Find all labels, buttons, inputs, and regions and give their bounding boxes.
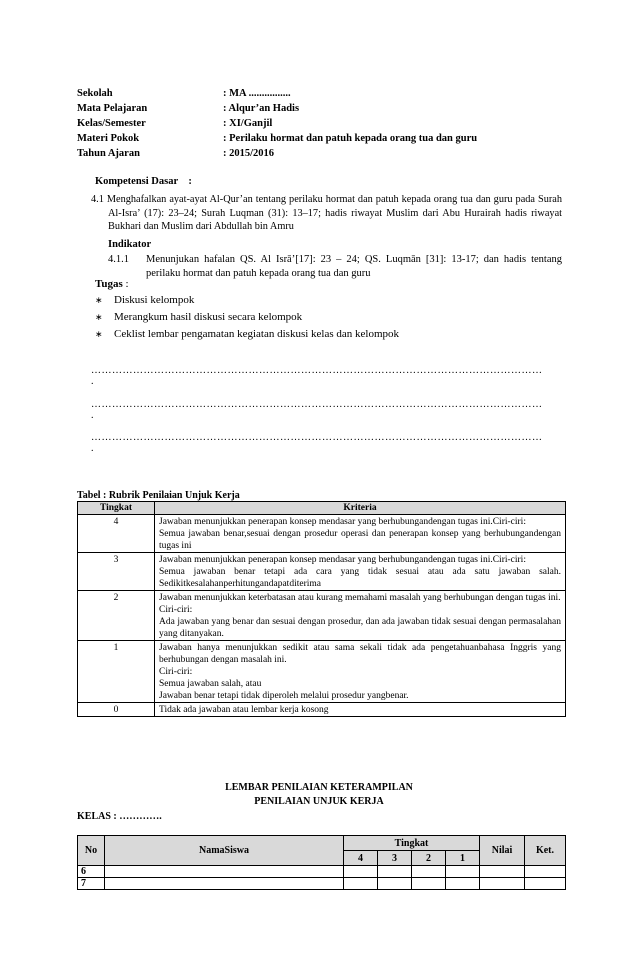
- tugas-section: [95, 278, 399, 343]
- bullet-icon: ∗: [95, 312, 103, 322]
- info-row-materi: [77, 131, 477, 146]
- criteria-line: Ada jawaban yang benar dan sesuai dengan prosedur, dan ada jawaban tidak sesuai dengan permasalahan yang ditanyakan.: [159, 617, 561, 639]
- list-item: [95, 292, 399, 309]
- tugas-heading: [95, 278, 399, 290]
- rubrik-criteria: [155, 641, 566, 703]
- bullet-icon: ∗: [95, 329, 103, 339]
- lembar-title: LEMBAR PENILAIAN KETERAMPILAN: [225, 782, 413, 793]
- level-cell[interactable]: [344, 866, 378, 878]
- answer-line-end: .: [91, 443, 94, 454]
- tugas-colon: :: [122, 278, 129, 290]
- info-label: Sekolah: [77, 88, 113, 99]
- answer-line-end: .: [91, 376, 94, 387]
- info-row-tahun: [77, 146, 477, 161]
- list-item: [95, 326, 399, 343]
- level-cell[interactable]: [378, 878, 412, 890]
- rubrik-table: [77, 501, 566, 717]
- level-cell[interactable]: [412, 878, 446, 890]
- criteria-line: Jawaban menunjukkan penerapan konsep mendasar yang berhubungandengan tugas ini.Ciri-ciri:: [159, 555, 526, 565]
- list-item: [95, 309, 399, 326]
- bullet-icon: ∗: [95, 295, 103, 305]
- info-label: Materi Pokok: [77, 133, 140, 144]
- column-header-tingkat: Tingkat: [344, 836, 480, 851]
- criteria-line: Semua jawaban salah, atau: [159, 679, 262, 689]
- row-number: 7: [78, 878, 105, 890]
- nilai-cell[interactable]: [480, 878, 525, 890]
- column-header-no: No: [78, 836, 105, 866]
- nilai-table: [77, 835, 566, 890]
- level-cell[interactable]: [378, 866, 412, 878]
- column-header-tingkat: Tingkat: [78, 502, 155, 515]
- column-header-kriteria: Kriteria: [155, 502, 566, 515]
- ket-cell[interactable]: [525, 878, 566, 890]
- info-value: : XI/Ganjil: [223, 118, 273, 129]
- info-row-mapel: [77, 101, 477, 116]
- lesson-info: [77, 86, 477, 161]
- ket-cell[interactable]: [525, 866, 566, 878]
- indikator-number: 4.1.1: [108, 254, 129, 265]
- nama-cell[interactable]: [105, 878, 344, 890]
- kompetensi-title: Kompetensi Dasar :: [95, 176, 192, 187]
- kelas-label: KELAS : ………….: [77, 811, 162, 822]
- indikator-body: Menunjukan hafalan QS. Al Isrā’[17]: 23 – 24; QS. Luqmān [31]: 13-17; dan hadis tentang perilaku hormat dan patuh kepada orang tua dan guru: [146, 254, 562, 279]
- kompetensi-text: [91, 193, 562, 234]
- table-header-row: [78, 502, 566, 515]
- criteria-line: Semua jawaban benar tetapi ada cara yang tidak sesuai atau ada satu jawaban salah. Sedikitkesalahanperhitungandapatditerima: [159, 567, 561, 589]
- info-value: : 2015/2016: [223, 148, 275, 159]
- row-number: 6: [78, 866, 105, 878]
- nama-cell[interactable]: [105, 866, 344, 878]
- info-label: Kelas/Semester: [77, 118, 146, 129]
- indikator-title: Indikator: [108, 239, 152, 250]
- answer-line-end: .: [91, 410, 94, 421]
- rubrik-criteria: [155, 515, 566, 553]
- column-header-ket: Ket.: [525, 836, 566, 866]
- info-label: Tahun Ajaran: [77, 148, 140, 159]
- level-header: 2: [412, 851, 446, 866]
- tugas-title: Tugas: [95, 278, 123, 290]
- rubrik-title: Tabel : Rubrik Penilaian Unjuk Kerja: [77, 490, 240, 501]
- criteria-line: Ciri-ciri:: [159, 667, 193, 677]
- info-value: : Perilaku hormat dan patuh kepada orang tua dan guru: [223, 133, 478, 144]
- criteria-line: Tidak ada jawaban atau lembar kerja kosong: [159, 705, 329, 715]
- tugas-item: Merangkum hasil diskusi secara kelompok: [114, 311, 303, 323]
- kompetensi-body: 4.1 Menghafalkan ayat-ayat Al-Qur’an tentang perilaku hormat dan patuh kepada orang tua dan guru pada Surah Al-Isra’ (17): 23–24; Surah Luqman (31): 13–17; hadis riwayat Muslim dari Abu Hurairah hadis riwayat Bukhari dan Muslim dari Abdullah bin Amru: [91, 194, 562, 232]
- criteria-line: Ciri-ciri:: [159, 605, 193, 615]
- table-row: [78, 591, 566, 641]
- table-row: [78, 878, 566, 890]
- nilai-cell[interactable]: [480, 866, 525, 878]
- level-header: 4: [344, 851, 378, 866]
- indikator-text: [108, 253, 562, 281]
- lembar-subtitle: PENILAIAN UNJUK KERJA: [254, 796, 384, 807]
- level-cell[interactable]: [344, 878, 378, 890]
- tugas-item: Ceklist lembar pengamatan kegiatan diskusi kelas dan kelompok: [114, 328, 400, 340]
- table-header-row: [78, 836, 566, 851]
- rubrik-criteria: [155, 703, 566, 717]
- rubrik-level: 1: [78, 641, 155, 703]
- rubrik-criteria: [155, 591, 566, 641]
- criteria-line: Jawaban hanya menunjukkan sedikit atau sama sekali tidak ada pengetahuanbahasa Inggris yang berhubungan dengan masalah ini.: [159, 643, 561, 665]
- level-header: 1: [446, 851, 480, 866]
- level-cell[interactable]: [412, 866, 446, 878]
- tugas-item: Diskusi kelompok: [114, 294, 195, 306]
- table-row: [78, 866, 566, 878]
- info-label: Mata Pelajaran: [77, 103, 148, 114]
- rubrik-level: 4: [78, 515, 155, 553]
- info-row-sekolah: [77, 86, 477, 101]
- rubrik-level: 0: [78, 703, 155, 717]
- tugas-list: [95, 292, 399, 343]
- rubrik-level: 3: [78, 553, 155, 591]
- table-row: [78, 553, 566, 591]
- rubrik-criteria: [155, 553, 566, 591]
- level-cell[interactable]: [446, 878, 480, 890]
- answer-line: …………………………………………………………………………………………………………………: [91, 432, 543, 443]
- criteria-line: Semua jawaban benar,sesuai dengan prosedur operasi dan penerapan konsep yang berhubungandengan tugas ini: [159, 529, 561, 551]
- criteria-line: Jawaban menunjukkan penerapan konsep mendasar yang berhubungandengan tugas ini.Ciri-ciri:: [159, 517, 526, 527]
- table-row: [78, 515, 566, 553]
- answer-line: …………………………………………………………………………………………………………………: [91, 365, 543, 376]
- criteria-line: Jawaban menunjukkan keterbatasan atau kurang memahami masalah yang berhubungan dengan tugas ini.: [159, 593, 561, 603]
- info-row-kelas: [77, 116, 477, 131]
- answer-line: …………………………………………………………………………………………………………………: [91, 399, 543, 410]
- table-row: [78, 703, 566, 717]
- rubrik-level: 2: [78, 591, 155, 641]
- info-value: : Alqur’an Hadis: [223, 103, 300, 114]
- column-header-nilai: Nilai: [480, 836, 525, 866]
- table-row: [78, 641, 566, 703]
- info-value: : MA ................: [223, 88, 291, 99]
- level-header: 3: [378, 851, 412, 866]
- column-header-nama: NamaSiswa: [105, 836, 344, 866]
- criteria-line: Jawaban benar tetapi tidak diperoleh melalui prosedur yangbenar.: [159, 691, 409, 701]
- level-cell[interactable]: [446, 866, 480, 878]
